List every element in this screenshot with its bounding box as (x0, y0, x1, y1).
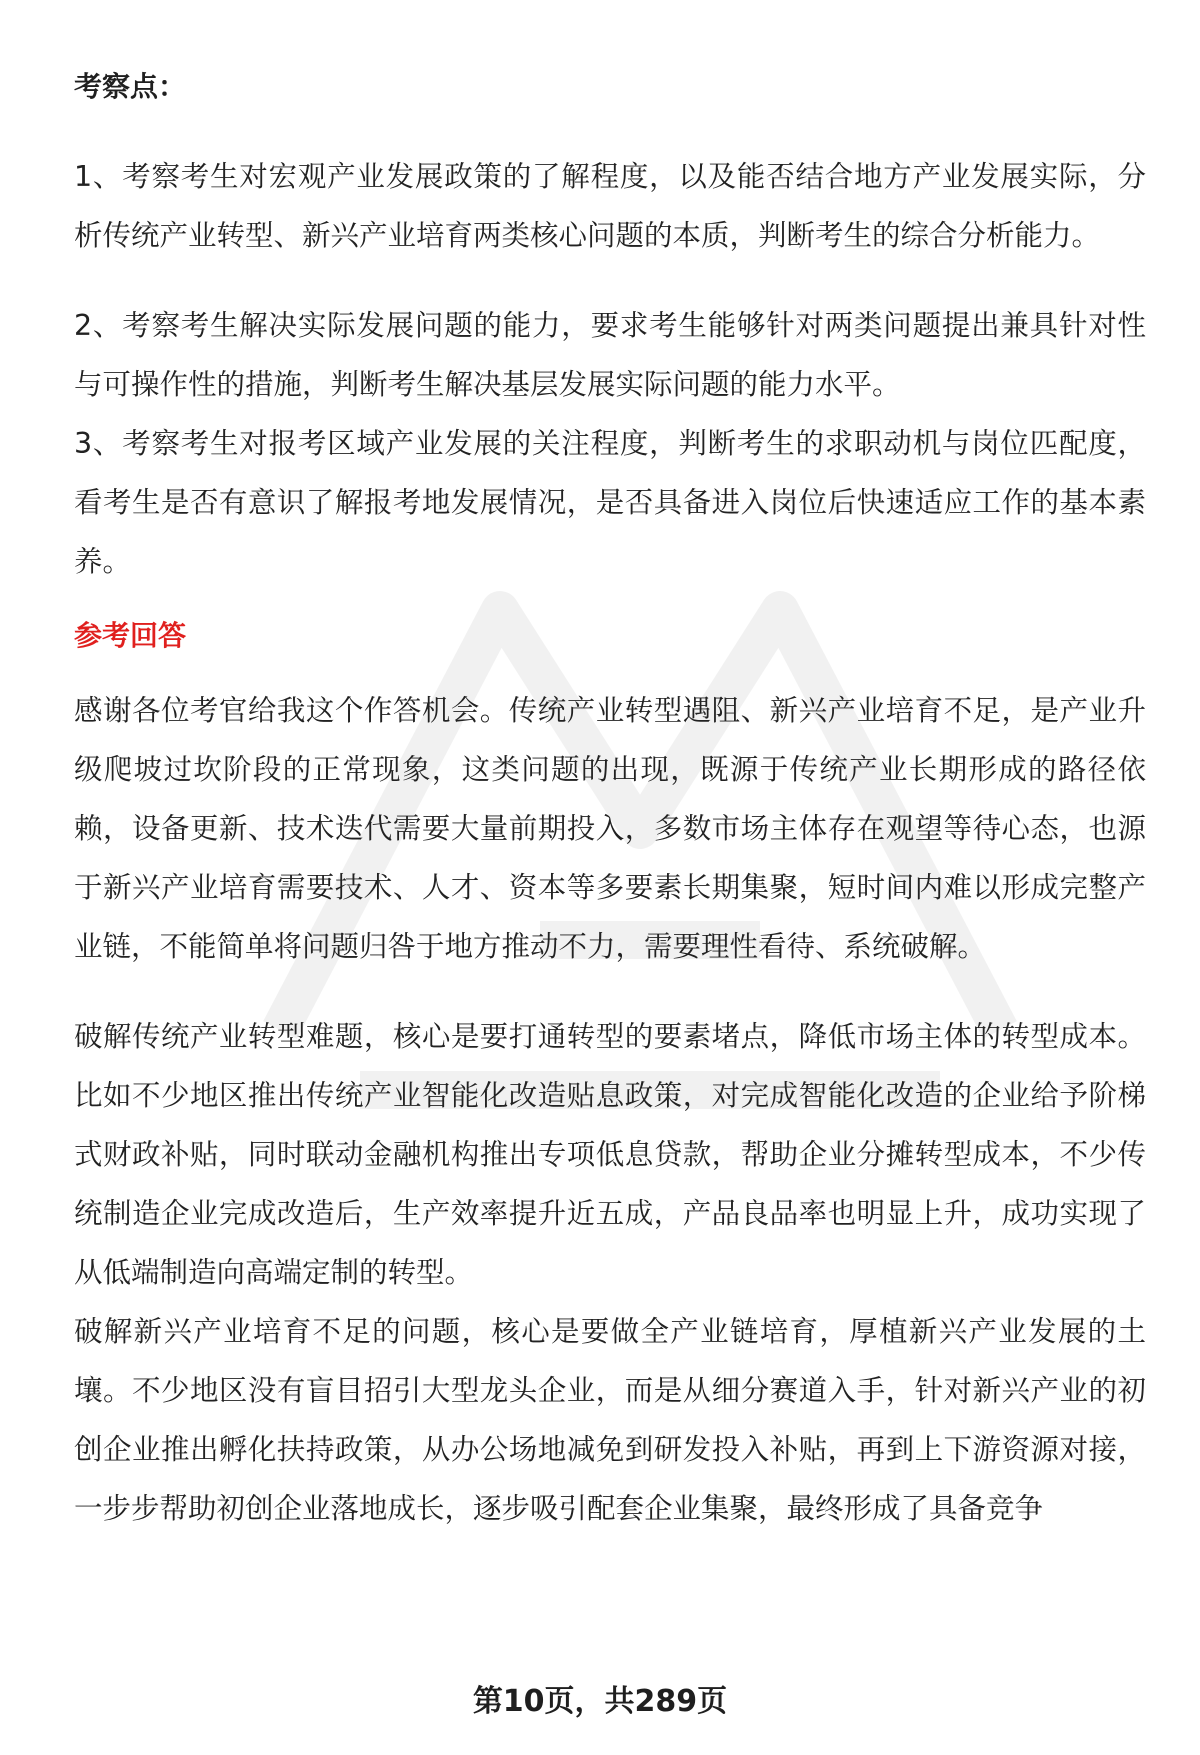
answer-paragraph-2: 破解传统产业转型难题，核心是要打通转型的要素堵点，降低市场主体的转型成本。比如不少地区推出传统产业智能化改造贴息政策，对完成智能化改造的企业给予阶梯式财政补贴，同时联动金融机构推出专项低息贷款，帮助企业分摊转型成本，不少传统制造企业完成改造后，生产效率提升近五成，产品良品率也明显上升，成功实现了从低端制造向高端定制的转型。 (74, 1020, 1146, 1289)
kaochadian-item-3: 3、考察考生对报考区域产业发展的关注程度，判断考生的求职动机与岗位匹配度，看考生是否有意识了解报考地发展情况，是否具备进入岗位后快速适应工作的基本素养。 (74, 427, 1146, 578)
answer-paragraph-1: 感谢各位考官给我这个作答机会。传统产业转型遇阻、新兴产业培育不足，是产业升级爬坡过坎阶段的正常现象，这类问题的出现，既源于传统产业长期形成的路径依赖，设备更新、技术迭代需要大量前期投入，多数市场主体存在观望等待心态，也源于新兴产业培育需要技术、人才、资本等多要素长期集聚，短时间内难以形成完整产业链，不能简单将问题归咎于地方推动不力，需要理性看待、系统破解。 (74, 694, 1146, 963)
answer-paragraph-3: 破解新兴产业培育不足的问题，核心是要做全产业链培育，厚植新兴产业发展的土壤。不少地区没有盲目招引大型龙头企业，而是从细分赛道入手，针对新兴产业的初创企业推出孵化扶持政策，从办公场地减免到研发投入补贴，再到上下游资源对接，一步步帮助初创企业落地成长，逐步吸引配套企业集聚，最终形成了具备竞争 (74, 1315, 1146, 1525)
document-content (74, 58, 1146, 1538)
section-title-answer: 参考回答 (74, 619, 187, 652)
kaochadian-item-1: 1、考察考生对宏观产业发展政策的了解程度，以及能否结合地方产业发展实际，分析传统产业转型、新兴产业培育两类核心问题的本质，判断考生的综合分析能力。 (74, 160, 1146, 252)
page-number-footer: 第10页，共289页 (472, 1684, 728, 1719)
section-title-kaochadian: 考察点： (74, 70, 187, 103)
kaochadian-item-2: 2、考察考生解决实际发展问题的能力，要求考生能够针对两类问题提出兼具针对性与可操作性的措施，判断考生解决基层发展实际问题的能力水平。 (74, 309, 1146, 401)
